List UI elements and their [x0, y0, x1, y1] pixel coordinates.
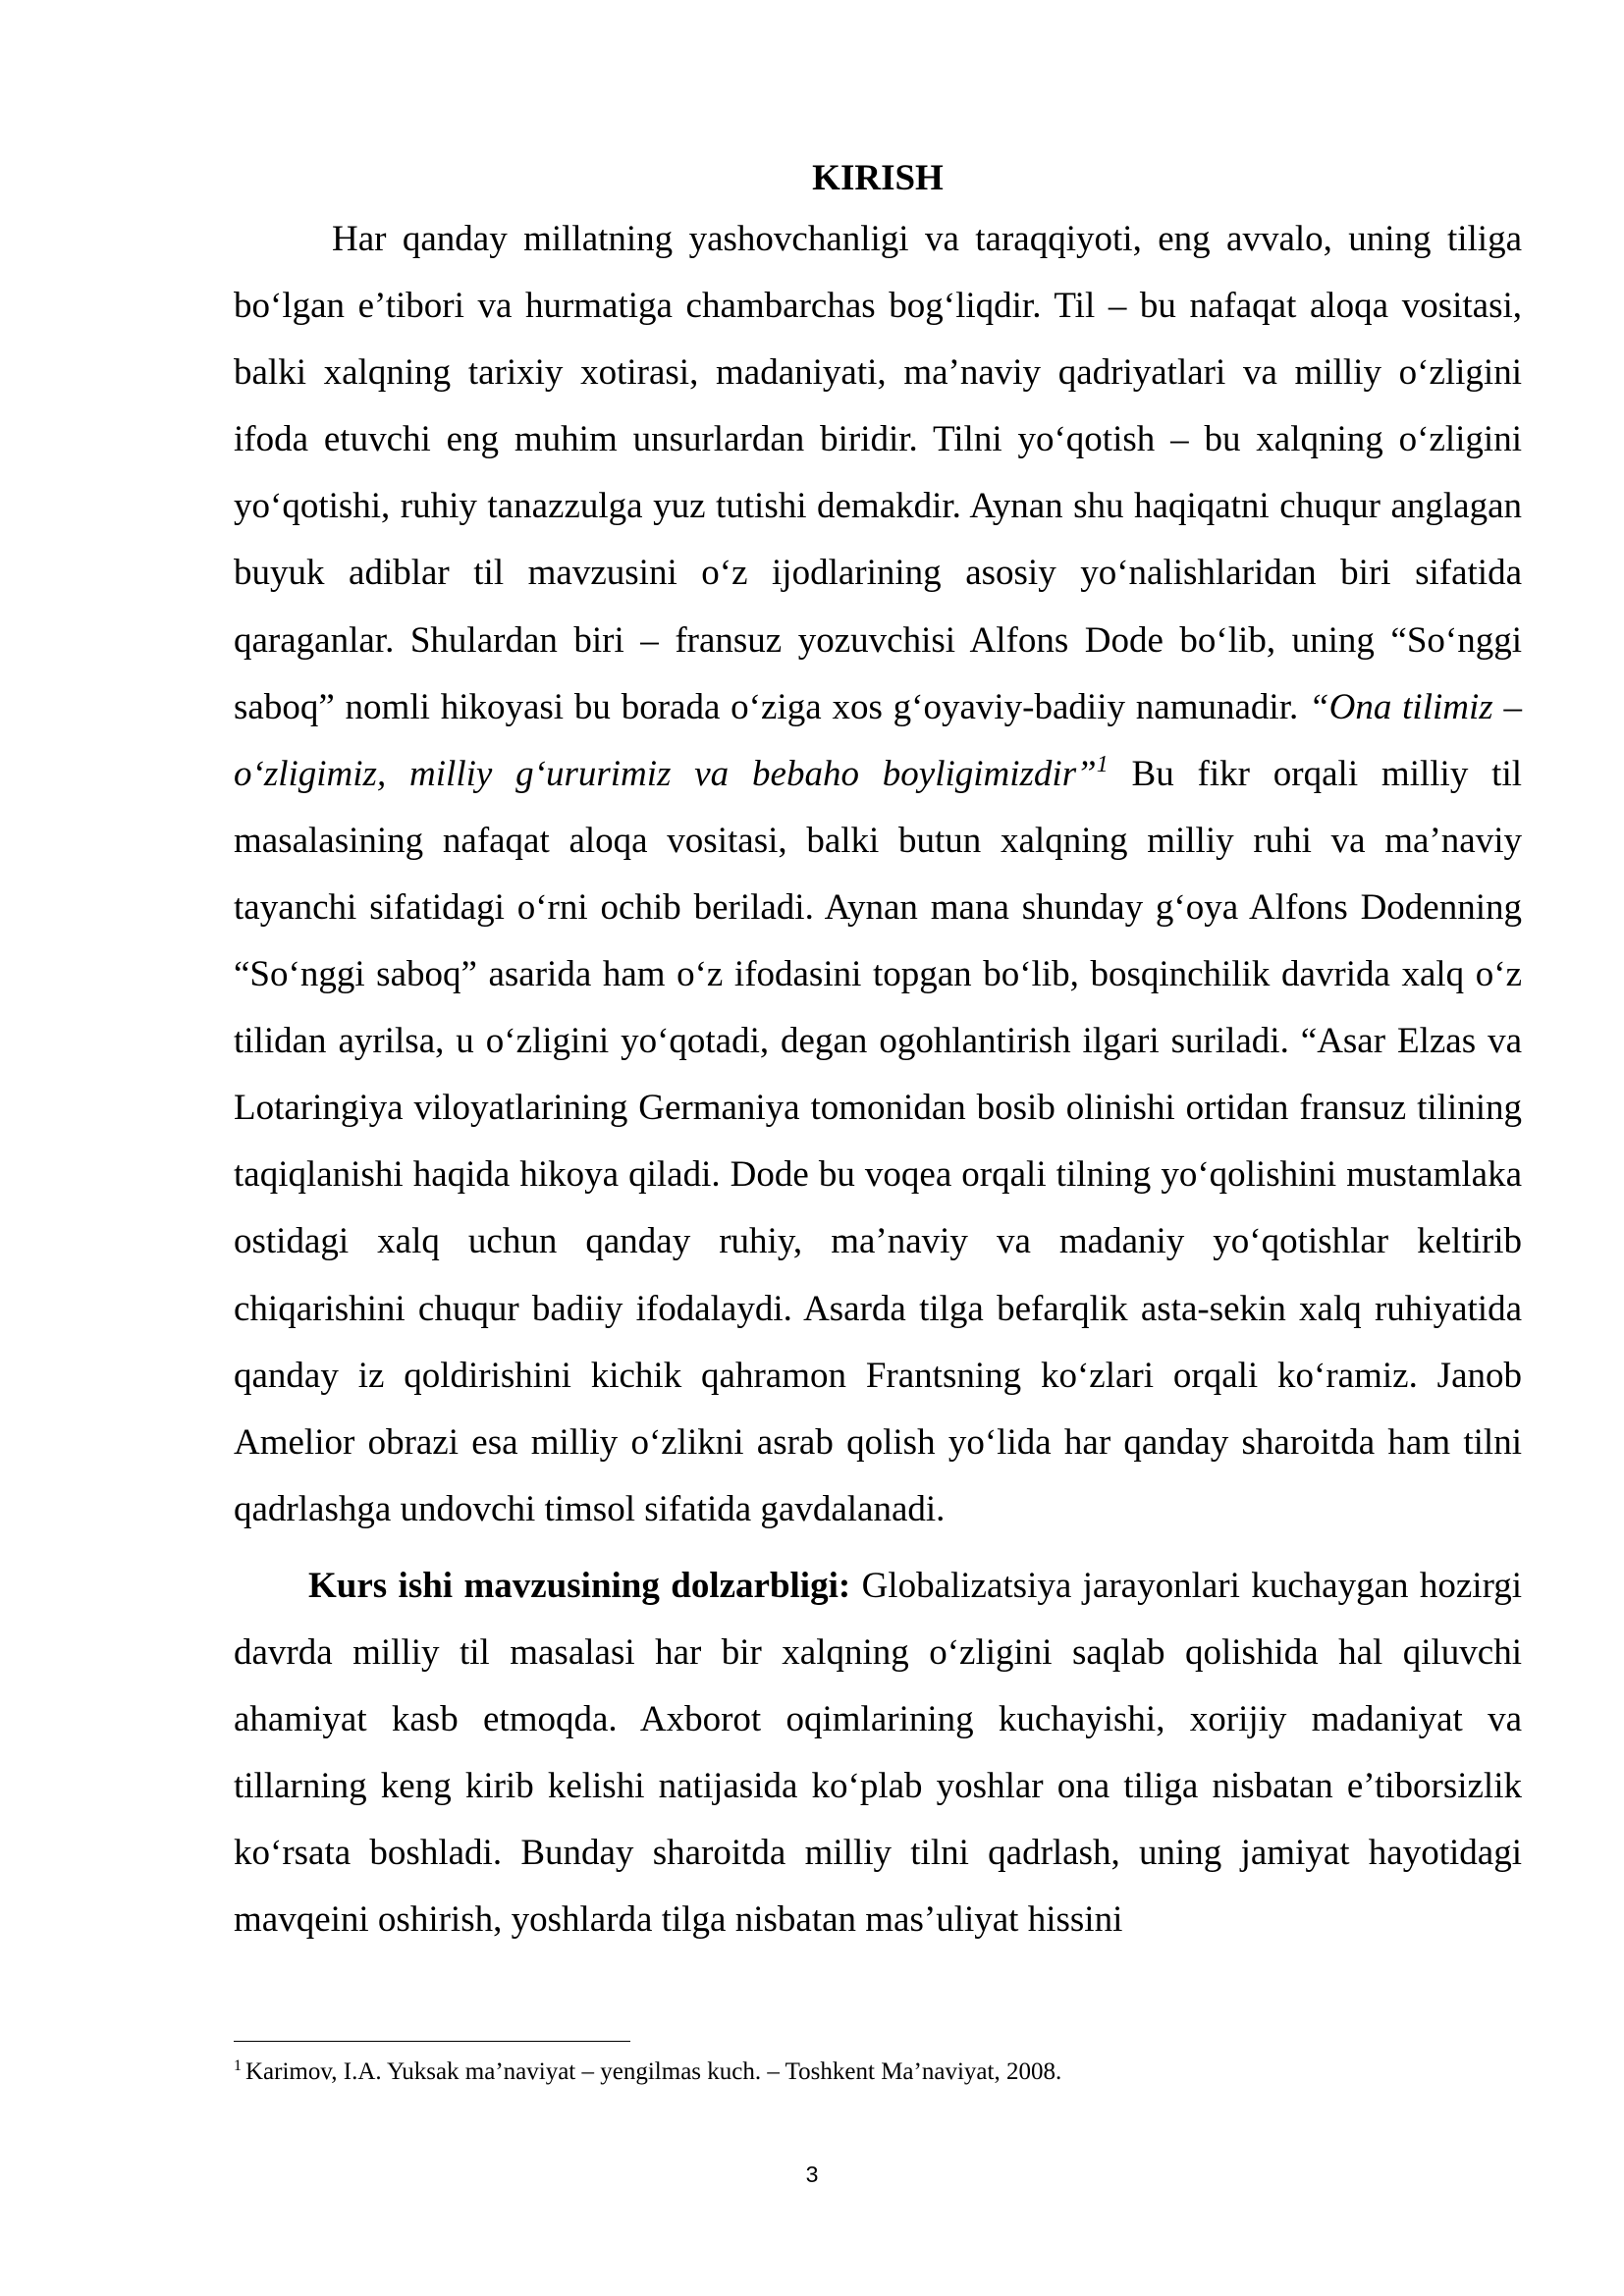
intro-text: Har qanday millatning yashovchanligi va taraqqiyoti, eng avvalo, uning tiliga bo‘lgan e’tibori va hurmatiga chambarchas bog‘liqdir. Til – bu nafaqat aloqa vositasi, balki xalqning tarixiy xotirasi, madaniyati, ma’naviy qadriyatlari va milliy o‘zligini ifoda etuvchi eng muhim unsurlardan biridir. Tilni yo‘qotish – bu xalqning o‘zligini yo‘qotishi, ruhiy tanazzulga yuz tutishi demakdir. Aynan shu haqiqatni chuqur anglagan buyuk adiblar til mavzusini o‘z ijodlarining asosiy yo‘nalishlaridan biri sifatida qaraganlar. Shulardan biri – fransuz yozuvchisi Alfons Dode bo‘lib, uning “So‘nggi saboq” nomli hikoyasi bu borada o‘ziga xos g‘oyaviy-badiiy namunadir.: [234, 219, 1522, 727]
relevance-text: Globalizatsiya jarayonlari kuchaygan hozirgi davrda milliy til masalasi har bir xalqning o‘zligini saqlab qolishida hal qiluvchi ahamiyat kasb etmoqda. Axborot oqimlarining kuchayishi, xorijiy madaniyat va tillarning keng kirib kelishi natijasida ko‘plab yoshlar ona tiliga nisbatan e’tiborsizlik ko‘rsata boshladi. Bunday sharoitda milliy tilni qadrlash, uning jamiyat hayotidagi mavqeini oshirish, yoshlarda tilga nisbatan mas’uliyat hissini: [234, 1565, 1523, 1941]
section-title: KIRISH: [812, 158, 944, 198]
footnote-reference: 1: [1096, 751, 1109, 777]
intro-continuation-text: Bu fikr orqali milliy til masalasining nafaqat aloqa vositasi, balki butun xalqning milliy ruhi va ma’naviy tayanchi sifatidagi o‘rni ochib beriladi. Aynan mana shunday g‘oya Alfons Dodenning “So‘nggi saboq” asarida ham o‘z ifodasini topgan bo‘lib, bosqinchilik davrida xalq o‘z tilidan ayrilsa, u o‘zligini yo‘qotadi, degan ogohlantirish ilgari suriladi. “Asar Elzas va Lotaringiya viloyatlarining Germaniya tomonidan bosib olinishi ortidan fransuz tilining taqiqlanishi haqida hikoya qiladi. Dode bu voqea orqali tilning yo‘qolishini mustamlaka ostidagi xalq uchun qanday ruhiy, ma’naviy va madaniy yo‘qotishlar keltirib chiqarishini chuqur badiiy ifodalaydi. Asarda tilga befarqlik asta-sekin xalq ruhiyatida qanday iz qoldirishini kichik qahramon Frantsning ko‘zlari orqali ko‘ramiz. Janob Amelior obrazi esa milliy o‘zlikni asrab qolish yo‘lida har qanday sharoitda ham tilni qadrlashga undovchi timsol sifatida gavdalanadi.: [234, 753, 1522, 1529]
footnote-separator: [234, 2041, 630, 2042]
intro-paragraph: [234, 206, 1522, 1543]
footnote: [234, 2056, 1522, 2089]
footnote-mark: 1: [234, 2057, 242, 2074]
quote-text: “Ona tilimiz – o‘zligimiz, milliy g‘ururimiz va bebaho boyligimizdir”: [234, 686, 1522, 794]
body-text: [234, 206, 1522, 1953]
relevance-paragraph: [234, 1553, 1522, 1954]
page-number: 3: [805, 2162, 819, 2187]
relevance-label: Kurs ishi mavzusining dolzarbligi:: [308, 1565, 851, 1606]
footnote-text: Karimov, I.A. Yuksak ma’naviyat – yengilmas kuch. – Toshkent Ma’naviyat, 2008.: [245, 2058, 1062, 2085]
